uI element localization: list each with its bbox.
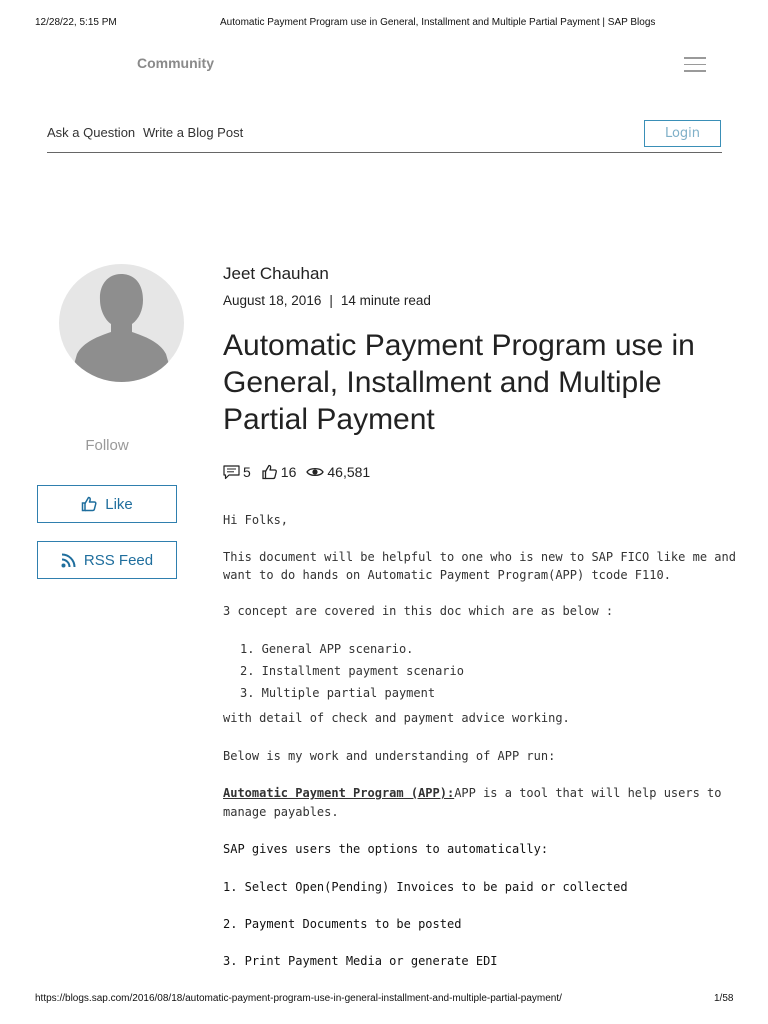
read-time: 14 minute read — [340, 293, 431, 308]
like-button[interactable] — [37, 485, 177, 523]
likes-stat[interactable] — [261, 464, 297, 480]
article-stats — [223, 464, 380, 480]
list-item: 1. General APP scenario. — [240, 642, 414, 656]
thumbs-up-icon — [261, 464, 278, 480]
views-count: 46,581 — [327, 464, 371, 480]
comments-count: 5 — [243, 464, 251, 480]
app-description: APP is a tool that will help users to — [454, 786, 722, 800]
app-description-line-2: manage payables. — [223, 805, 339, 819]
rss-icon — [61, 553, 76, 568]
article-title: Automatic Payment Program use in General, Installment and Multiple Partial Payment — [223, 329, 695, 436]
nav-write-blog-post[interactable]: Write a Blog Post — [143, 125, 244, 140]
hamburger-icon[interactable] — [684, 57, 706, 73]
author-name[interactable]: Jeet Chauhan — [223, 264, 329, 283]
like-label: Like — [105, 495, 133, 513]
rss-feed-label: RSS Feed — [83, 551, 154, 569]
body-intro-line-1: This document will be helpful to one who is new to SAP FICO like me and — [223, 550, 736, 564]
option-item-1: 1. Select Open(Pending) Invoices to be paid or collected — [223, 880, 628, 894]
list-item: 3. Multiple partial payment — [240, 686, 436, 700]
nav-divider — [47, 152, 722, 153]
follow-link[interactable]: Follow — [85, 437, 129, 454]
option-item-3: 3. Print Payment Media or generate EDI — [223, 954, 498, 968]
meta-separator: | — [329, 293, 333, 308]
rss-feed-button[interactable] — [37, 541, 177, 579]
community-brand[interactable]: Community — [137, 55, 214, 71]
print-url: https://blogs.sap.com/2016/08/18/automatic-payment-program-use-in-general-installment-and-multiple-partial-payment/ — [35, 993, 562, 1004]
nav-ask-question[interactable]: Ask a Question — [47, 125, 136, 140]
app-heading: Automatic Payment Program (APP): — [223, 786, 455, 800]
views-stat — [306, 464, 370, 480]
body-intro-line-2: want to do hands on Automatic Payment Program(APP) tcode F110. — [223, 568, 671, 582]
print-date: 12/28/22, 5:15 PM — [35, 17, 117, 28]
print-page-title: Automatic Payment Program use in General, Installment and Multiple Partial Payment | SAP Blogs — [220, 17, 656, 28]
article-meta — [223, 293, 431, 308]
thumbs-up-icon — [81, 496, 97, 512]
eye-icon — [306, 466, 324, 478]
body-options: SAP gives users the options to automatically: — [223, 842, 549, 856]
body-concepts: 3 concept are covered in this doc which are as below : — [223, 604, 614, 618]
avatar[interactable] — [59, 264, 184, 382]
comment-icon — [223, 465, 240, 480]
body-below: Below is my work and understanding of APP run: — [223, 749, 556, 763]
list-item: 2. Installment payment scenario — [240, 664, 464, 678]
body-detail: with detail of check and payment advice working. — [223, 711, 570, 725]
publish-date: August 18, 2016 — [223, 293, 322, 308]
comments-stat[interactable] — [223, 464, 251, 480]
print-page-number: 1/58 — [714, 993, 734, 1004]
app-definition — [223, 786, 722, 800]
likes-count: 16 — [280, 464, 297, 480]
login-button[interactable]: Login — [644, 120, 721, 147]
body-greeting: Hi Folks, — [223, 513, 289, 527]
concept-list — [240, 641, 464, 707]
option-item-2: 2. Payment Documents to be posted — [223, 917, 462, 931]
